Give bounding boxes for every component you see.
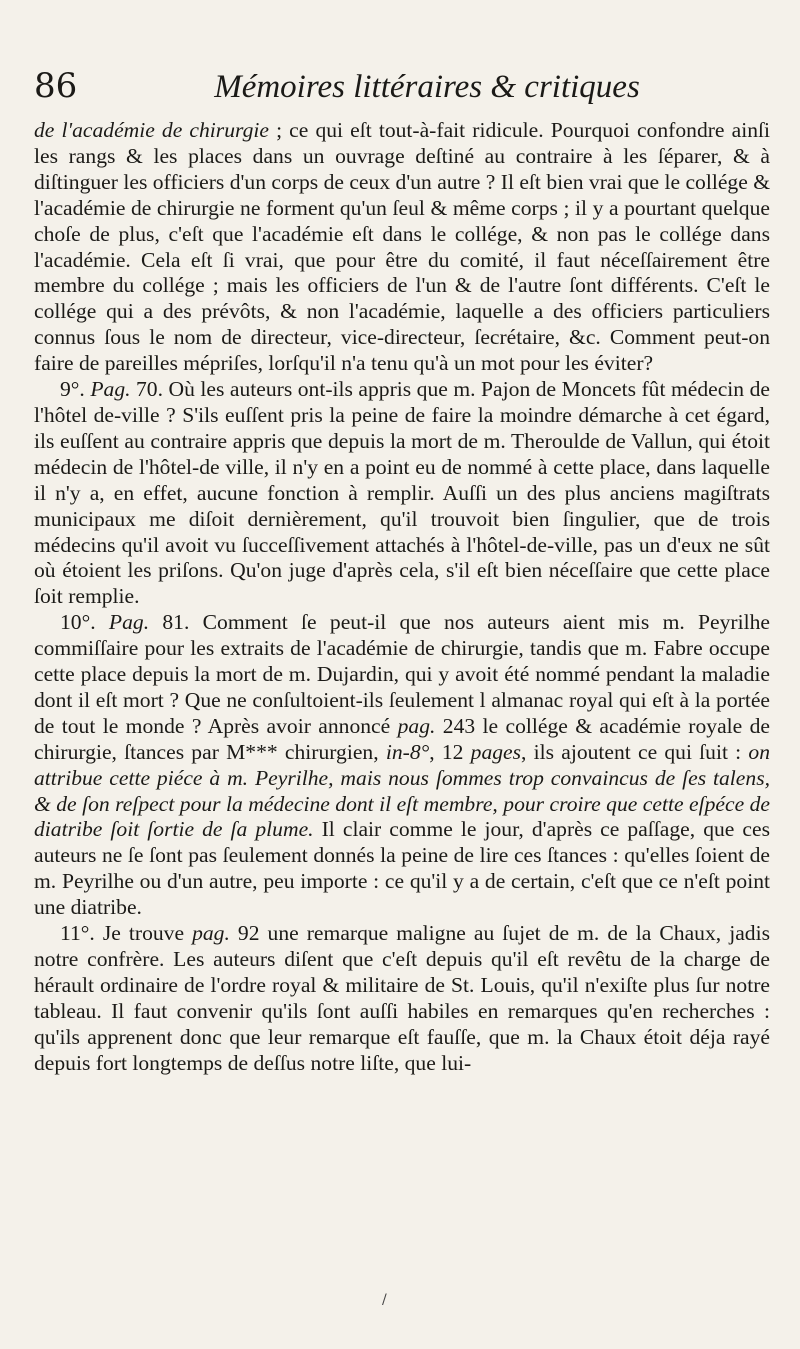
- text-run: 9°.: [60, 377, 91, 402]
- text-run: ; ce qui eſt tout-à-fait ridicule. Pourquoi confondre ainſi les rangs & les places dans un ouvrage deſtiné au contraire à les ſéparer, & à diſtinguer les officiers d'un corps de ceux d'un autre ? Il eſt bien vrai que le collége & l'académie de chirurgie ne forment qu'un ſeul & même corps ; il y a pourtant quelque choſe de plus, c'eſt que l'académie eſt dans le collége, & non pas le collége dans l'académie. Cela eſt ſi vrai, que pour être du comité, il faut néceſſairement être membre du collége ; mais les officiers de l'un & de l'autre ſont différents. C'eſt le collége qui a des prévôts, & non l'académie, laquelle a des officiers particuliers connus ſous le nom de directeur, vice-directeur, ſecrétaire, &c. Comment peut-on faire de pareilles mépriſes, lorſqu'il n'a tenu qu'à un mot pour les éviter?: [34, 118, 770, 376]
- footer-mark: /: [382, 1292, 387, 1308]
- italic-text-run: de l'académie de chirurgie: [34, 118, 269, 142]
- italic-text-run: pages: [470, 739, 522, 764]
- body-text: [34, 118, 770, 1077]
- text-run: 11°. Je trouve: [60, 921, 193, 946]
- italic-text-run: on attribue cette piéce à m. Peyrilhe, mais nous ſommes trop convaincus de ſes talens, & de ſon reſpect pour la médecine dont il eſt membre, pour croire que cette eſpéce de diatribe ſoit ſortie de ſa plume.: [34, 739, 770, 842]
- paragraph: [34, 921, 770, 1076]
- text-run: 10°.: [60, 610, 109, 635]
- text-run: 92 une remarque maligne au ſujet de m. de la Chaux, jadis notre confrère. Les auteurs diſent que c'eſt depuis qu'il eſt revêtu de la charge de hérault ordinaire de l'ordre royal & militaire de St. Louis, qu'il n'exiſte plus ſur notre tableau. Il faut convenir qu'ils ſont auſſi habiles en remarques qu'en recherches : qu'ils apprenent donc que leur remarque eſt fauſſe, que m. la Chaux étoit déja rayé depuis fort longtemps de deſſus notre liſte, que lui-: [34, 921, 770, 1075]
- page-header: [34, 66, 770, 118]
- text-run: 70. Où les auteurs ont-ils appris que m. Pajon de Moncets fût médecin de l'hôtel de-ville ? S'ils euſſent pris la peine de faire la moindre démarche à cet égard, ils euſſent au contraire appris que depuis la mort de m. Theroulde de Vallun, qui étoit médecin de l'hôtel-de ville, il n'y en a point eu de nommé à cette place, dans laquelle il n'y a, en effet, aucune fonction à remplir. Auſſi un des plus anciens magiſtrats municipaux me diſoit dernièrement, qu'il trouvoit bien ſingulier, que de trois médecins qu'il avoit vu ſucceſſivement attachés à l'hôtel-de-ville, pas un d'eux ne sût où étoient les priſons. Qu'on juge d'après cela, s'il eſt bien néceſſaire que cette place ſoit remplie.: [34, 377, 770, 609]
- text-run: , 12: [429, 739, 471, 764]
- italic-text-run: pag.: [192, 921, 230, 946]
- italic-text-run: Pag.: [90, 377, 131, 402]
- page-number: 86: [34, 66, 78, 106]
- paragraph: [34, 118, 770, 377]
- text-run: Il clair comme le jour, d'après ce paſſage, que ces auteurs ne ſe ſont pas ſeulement donnés la peine de lire ces ſtances : qu'elles ſoient de m. Peyrilhe ou d'un autre, peu importe : ce qu'il y a de certain, c'eſt que ce n'eſt point une diatribe.: [34, 817, 770, 920]
- paragraph: [34, 610, 770, 921]
- text-run: , ils ajoutent ce qui ſuit :: [521, 739, 749, 764]
- text-run: 243 le collége & académie royale de chirurgie, ſtances par M*** chirurgien,: [34, 713, 770, 764]
- italic-text-run: Pag.: [108, 610, 150, 635]
- running-title: Mémoires littéraires & critiques: [214, 69, 640, 105]
- paragraph: [34, 377, 770, 610]
- italic-text-run: in-8°: [385, 739, 430, 764]
- italic-text-run: pag.: [397, 713, 436, 738]
- text-run: 81. Comment ſe peut-il que nos auteurs aient mis m. Peyrilhe commiſſaire pour les extraits de l'académie de chirurgie, tandis que m. Fabre occupe cette place depuis la mort de m. Dujardin, qui y avoit été nommé pendant la maladie dont il eſt mort ? Que ne conſultoient-ils ſeulement l almanac royal qui eſt à la portée de tout le monde ? Après avoir annoncé: [34, 610, 770, 738]
